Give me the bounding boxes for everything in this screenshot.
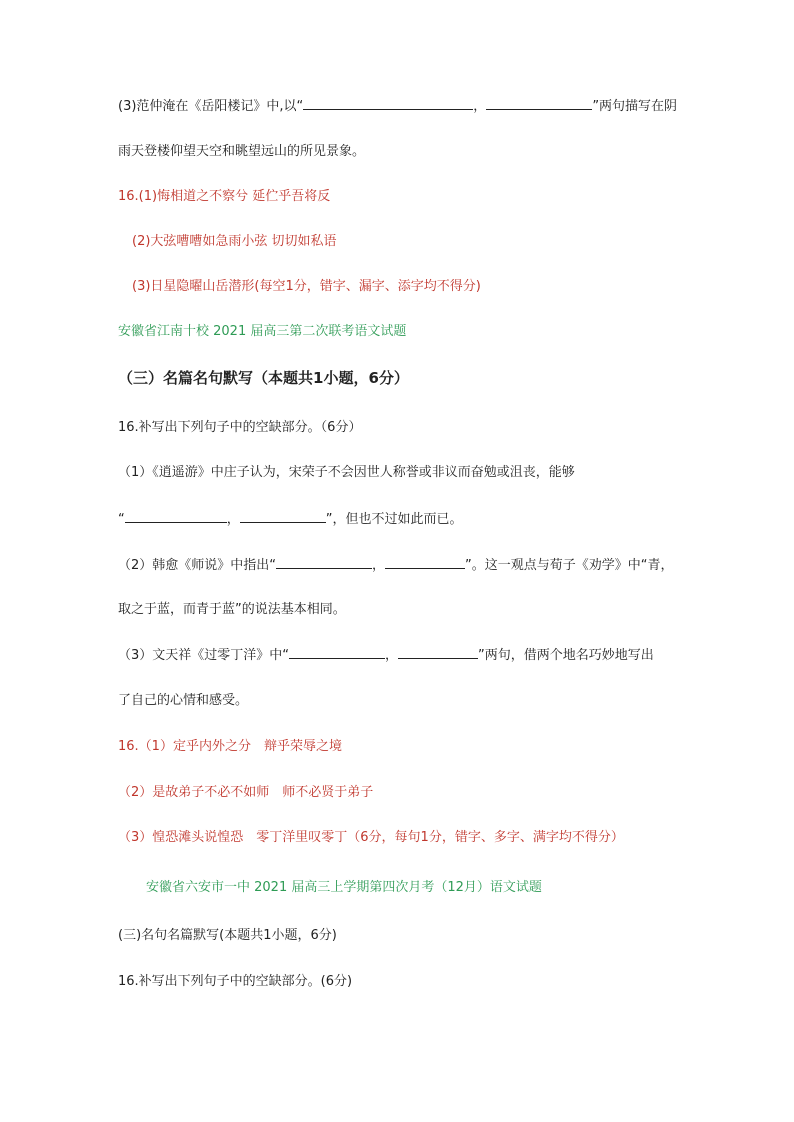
separator: ， bbox=[385, 648, 399, 663]
answer-blank bbox=[398, 645, 478, 659]
answer-line-1: 16.(1)悔相道之不察兮 延伫乎吾将反 bbox=[118, 189, 331, 204]
question-16-2-line-1 bbox=[118, 555, 678, 576]
question-text: (3)范仲淹在《岳阳楼记》中,以“ bbox=[118, 99, 304, 114]
answer-blank bbox=[289, 645, 385, 659]
answer-blank bbox=[303, 96, 473, 110]
question-3-line-1 bbox=[118, 96, 678, 117]
question-16-3-line-2: 了自己的心情和感受。 bbox=[118, 693, 249, 708]
question-text: ”。这一观点与荀子《劝学》中“青， bbox=[465, 558, 674, 573]
answer-blank bbox=[486, 96, 592, 110]
question-text: ”，但也不过如此而已。 bbox=[325, 512, 463, 527]
answer-16-line-3: （3）惶恐滩头说惶恐 零丁洋里叹零丁（6分，每句1分，错字、多字、满字均不得分） bbox=[118, 830, 624, 845]
question-text: ”两句描写在阴 bbox=[592, 99, 678, 114]
separator: ， bbox=[372, 558, 386, 573]
quote-open: “ bbox=[118, 512, 125, 527]
question-text: ”两句，借两个地名巧妙地写出 bbox=[478, 648, 654, 663]
question-text: （2）韩愈《师说》中指出“ bbox=[118, 558, 277, 573]
question-3-line-2: 雨天登楼仰望天空和眺望远山的所见景象。 bbox=[118, 144, 366, 159]
source-title-1: 安徽省江南十校 2021 届高三第二次联考语文试题 bbox=[118, 324, 407, 339]
section-heading-2: (三)名句名篇默写(本题共1小题，6分) bbox=[118, 928, 337, 943]
question-text: （3）文天祥《过零丁洋》中“ bbox=[118, 648, 290, 663]
question-16-intro-2: 16.补写出下列句子中的空缺部分。(6分) bbox=[118, 974, 353, 989]
question-16-intro: 16.补写出下列句子中的空缺部分。（6分） bbox=[118, 420, 362, 435]
answer-line-2: (2)大弦嘈嘈如急雨小弦 切切如私语 bbox=[132, 234, 337, 249]
question-16-2-line-2: 取之于蓝，而青于蓝”的说法基本相同。 bbox=[118, 602, 346, 617]
source-title-2: 安徽省六安市一中 2021 届高三上学期第四次月考（12月）语文试题 bbox=[146, 880, 542, 895]
answer-line-3: (3)日星隐曜山岳潜形(每空1分，错字、漏字、添字均不得分) bbox=[132, 279, 481, 294]
answer-blank bbox=[240, 509, 326, 523]
answer-blank bbox=[385, 555, 465, 569]
answer-blank bbox=[276, 555, 372, 569]
question-16-3-line-1 bbox=[118, 645, 678, 666]
answer-blank bbox=[125, 509, 227, 523]
question-16-1-line-1: （1）《逍遥游》中庄子认为，宋荣子不会因世人称誉或非议而奋勉或沮丧，能够 bbox=[118, 465, 575, 480]
question-16-1-line-2 bbox=[118, 509, 678, 530]
separator: ， bbox=[473, 99, 487, 114]
section-heading-1: （三）名篇名句默写（本题共1小题，6分） bbox=[118, 369, 409, 387]
answer-16-line-1: 16.（1）定乎内外之分 辩乎荣辱之境 bbox=[118, 739, 342, 754]
separator: ， bbox=[226, 512, 240, 527]
answer-16-line-2: （2）是故弟子不必不如师 师不必贤于弟子 bbox=[118, 785, 374, 800]
